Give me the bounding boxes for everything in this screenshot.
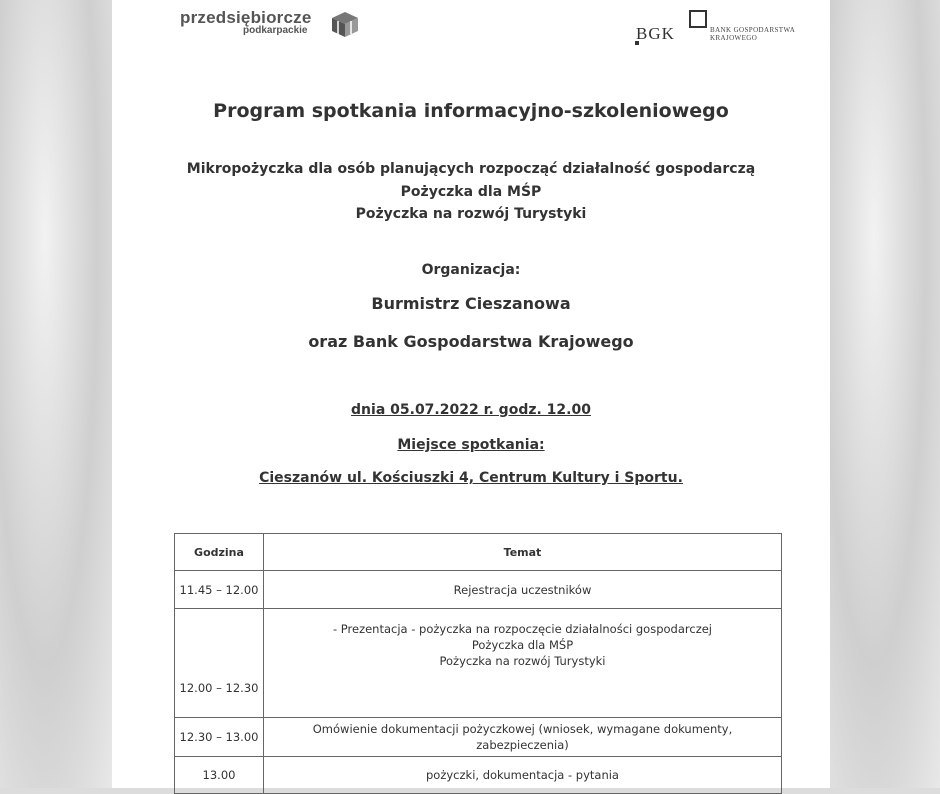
- header-time: Godzina: [175, 534, 264, 571]
- row-time: 11.45 – 12.00: [175, 571, 264, 609]
- background-left: [0, 0, 112, 788]
- row-time: 12.30 – 13.00: [175, 718, 264, 757]
- row-topic-line: Pożyczka na rozwój Turystyki: [439, 654, 606, 668]
- logo-left-line2: podkarpackie: [243, 25, 308, 36]
- row-topic: pożyczki, dokumentacja - pytania: [264, 757, 782, 794]
- row-topic: Rejestracja uczestników: [264, 571, 782, 609]
- organizer-1: Burmistrz Cieszanowa: [371, 294, 571, 313]
- table-row: [175, 609, 782, 718]
- row-topic: [264, 609, 782, 718]
- subtitle-1: Mikropożyczka dla osób planujących rozpocząć działalność gospodarczą: [186, 161, 756, 177]
- event-place: Cieszanów ul. Kościuszki 4, Centrum Kultury i Sportu.: [259, 470, 683, 486]
- document-page: [112, 0, 830, 788]
- row-topic: [264, 718, 782, 757]
- document-title: Program spotkania informacyjno-szkoleniowego: [213, 100, 729, 122]
- table-header-row: [175, 534, 782, 571]
- schedule-table: [174, 533, 782, 794]
- bgk-square-icon: [689, 10, 707, 28]
- place-label: Miejsce spotkania:: [397, 437, 545, 453]
- row-topic-line: - Prezentacja - pożyczka na rozpoczęcie działalności gospodarczej: [332, 622, 713, 636]
- table-row: [175, 571, 782, 609]
- organizer-2: oraz Bank Gospodarstwa Krajowego: [308, 332, 634, 351]
- table-row: [175, 718, 782, 757]
- subtitle-2: Pożyczka dla MŚP: [400, 184, 542, 200]
- subtitle-3: Pożyczka na rozwój Turystyki: [355, 206, 587, 222]
- header-topic: Temat: [264, 534, 782, 571]
- bgk-name-line1: BANK GOSPODARSTWA: [710, 26, 796, 34]
- bgk-name-line2: KRAJOWEGO: [710, 34, 758, 42]
- row-time: 12.00 – 12.30: [175, 609, 264, 718]
- przedsiebiorcze-logo: [180, 8, 312, 36]
- row-time: 13.00: [175, 757, 264, 794]
- row-topic-line: zabezpieczenia): [476, 738, 569, 752]
- bgk-logo: [636, 10, 816, 50]
- organization-label: Organizacja:: [421, 262, 521, 278]
- bgk-abbr: BGK: [636, 24, 675, 43]
- row-topic-line: Omówienie dokumentacji pożyczkowej (wniosek, wymagane dokumenty,: [312, 722, 733, 736]
- row-topic-line: Pożyczka dla MŚP: [471, 638, 574, 652]
- logo-left-line1: przedsiębiorcze: [180, 8, 312, 27]
- event-date: dnia 05.07.2022 r. godz. 12.00: [351, 402, 591, 418]
- background-right: [830, 0, 940, 788]
- cube-icon: [330, 10, 360, 38]
- bgk-name: [710, 26, 795, 42]
